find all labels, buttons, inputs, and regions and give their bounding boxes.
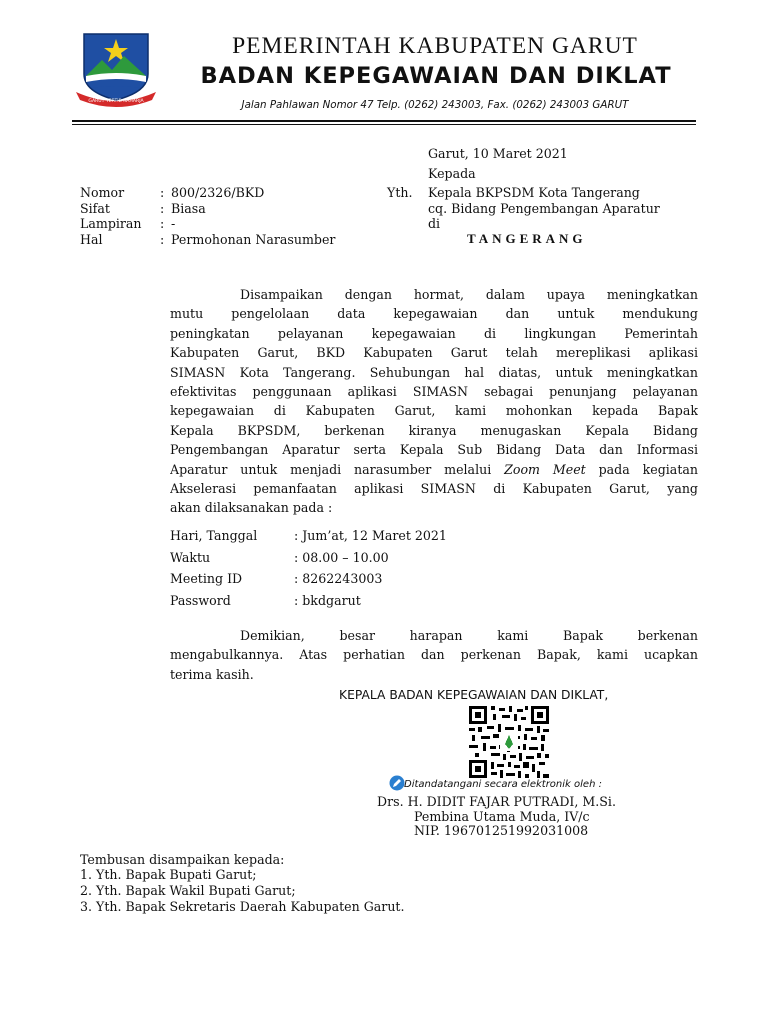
header-government-name: PEMERINTAH KABUPATEN GARUT — [232, 33, 638, 59]
paragraph-line: Demikian, besar harapan kami Bapak berkenan — [240, 628, 698, 643]
paragraph-line: mutu pengelolaan data kepegawaian dan untuk mendukung — [170, 306, 698, 322]
signer-nip: NIP. 196701251992031008 — [414, 823, 589, 838]
zoom-meet-italic: Zoom Meet — [504, 461, 586, 477]
signer-name: Drs. H. DIDIT FAJAR PUTRADI, M.Si. — [377, 794, 616, 809]
schedule-label: Password — [170, 592, 231, 608]
recipient-city: TANGERANG — [467, 231, 587, 246]
meta-label-hal: Hal — [80, 232, 103, 247]
header-rule-thick — [72, 120, 696, 122]
schedule-row-time — [170, 547, 570, 569]
paragraph-line: kepegawaian di Kabupaten Garut, kami mohonkan kepada Bapak — [170, 403, 698, 419]
paragraph-line: SIMASN Kota Tangerang. Sehubungan hal diatas, untuk meningkatkan — [170, 364, 698, 380]
signature-title: KEPALA BADAN KEPEGAWAIAN DAN DIKLAT, — [339, 688, 609, 702]
meta-value-lampiran: - — [171, 216, 176, 231]
recipient-kepada: Kepada — [428, 166, 476, 181]
signature-qr-code — [469, 706, 549, 778]
esign-pen-icon — [389, 775, 405, 791]
body-paragraph-2 — [170, 626, 698, 684]
schedule-row-date — [170, 525, 570, 547]
paragraph-line: Kabupaten Garut, BKD Kabupaten Garut telah mereplikasi aplikasi — [170, 345, 698, 361]
zoom-line-before: Aparatur untuk menjadi narasumber melalui — [170, 461, 505, 477]
schedule-value: : 8262243003 — [294, 571, 383, 586]
meta-label-lampiran: Lampiran — [80, 216, 142, 231]
meta-value-hal: Permohonan Narasumber — [171, 232, 336, 247]
paragraph-line: peningkatan pelayanan kepegawaian di lingkungan Pemerintah — [170, 325, 698, 341]
paragraph-line: Disampaikan dengan hormat, dalam upaya meningkatkan — [240, 287, 698, 302]
cc-title: Tembusan disampaikan kepada: — [80, 852, 285, 867]
paragraph-line: mengabulkannya. Atas perhatian dan perkenan Bapak, kami ucapkan — [170, 647, 698, 663]
schedule-label: Waktu — [170, 549, 211, 565]
paragraph-line: terima kasih. — [170, 666, 254, 682]
recipient-cq: cq. Bidang Pengembangan Aparatur — [428, 201, 660, 216]
paragraph-line-zoom — [170, 460, 698, 479]
meta-label-nomor: Nomor — [80, 185, 125, 200]
recipient-name: Kepala BKPSDM Kota Tangerang — [428, 185, 640, 200]
cc-item: 1. Yth. Bapak Bupati Garut; — [80, 867, 257, 882]
zoom-line-after: pada kegiatan — [585, 461, 698, 477]
meta-sep: : — [160, 185, 165, 200]
meta-sep: : — [160, 216, 165, 231]
esign-note: Ditandatangani secara elektronik oleh : — [404, 779, 602, 790]
schedule-value: : bkdgarut — [294, 592, 361, 608]
paragraph-line: efektivitas penggunaan aplikasi SIMASN sebagai penunjang pelayanan — [170, 383, 698, 399]
cc-item: 3. Yth. Bapak Sekretaris Daerah Kabupaten Garut. — [80, 899, 405, 914]
schedule-row-meeting-id — [170, 568, 570, 590]
body-paragraph-1 — [170, 285, 698, 518]
meta-value-nomor: 800/2326/BKD — [171, 185, 265, 200]
meta-value-sifat: Biasa — [171, 201, 206, 216]
schedule-value: : 08.00 – 10.00 — [294, 549, 389, 565]
paragraph-line: akan dilaksanakan pada : — [170, 500, 333, 516]
schedule-label: Hari, Tanggal — [170, 528, 258, 543]
schedule-label: Meeting ID — [170, 571, 243, 586]
schedule-row-password — [170, 590, 570, 612]
cc-item: 2. Yth. Bapak Wakil Bupati Garut; — [80, 883, 296, 898]
meeting-schedule — [170, 525, 570, 611]
meta-sep: : — [160, 201, 165, 216]
header-rule-thin — [72, 124, 696, 125]
garut-regency-logo — [72, 30, 160, 110]
logo-motto: GARUT TERTIB RAHARJA — [88, 99, 144, 104]
place-date: Garut, 10 Maret 2021 — [428, 146, 568, 161]
paragraph-line: Kepala BKPSDM, berkenan kiranya menugaskan Kepala Bidang — [170, 422, 698, 438]
header-agency-name: BADAN KEPEGAWAIAN DAN DIKLAT — [200, 63, 672, 89]
paragraph-line: Akselerasi pemanfaatan aplikasi SIMASN di Kabupaten Garut, yang — [170, 480, 698, 496]
header-address: Jalan Pahlawan Nomor 47 Telp. (0262) 243003, Fax. (0262) 243003 GARUT — [241, 99, 629, 111]
meta-label-sifat: Sifat — [80, 201, 110, 216]
meta-sep: : — [160, 232, 165, 247]
schedule-value: : Jum’at, 12 Maret 2021 — [294, 528, 447, 543]
paragraph-line: Pengembangan Aparatur serta Kepala Sub Bidang Data dan Informasi — [170, 442, 698, 458]
recipient-yth: Yth. — [387, 185, 413, 200]
recipient-di: di — [428, 216, 441, 231]
signer-rank: Pembina Utama Muda, IV/c — [414, 809, 590, 824]
